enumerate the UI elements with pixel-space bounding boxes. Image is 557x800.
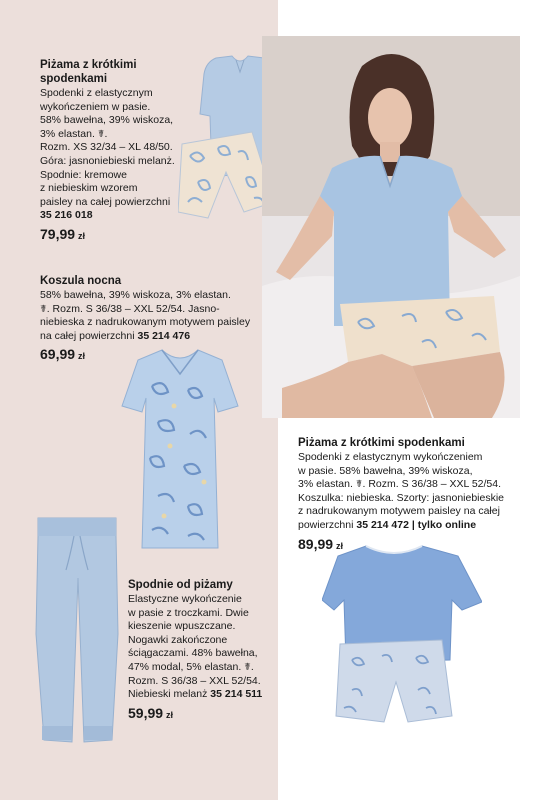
product-title: Spodnie od piżamy xyxy=(128,579,233,591)
article-number: 35 214 472 xyxy=(356,518,409,531)
product-desc-line: 3% elastan. ☤. Rozm. S 36/38 – XXL 52/54. xyxy=(298,478,502,491)
product-desc-line: z nadrukowanym motywem paisley na całej xyxy=(298,505,500,518)
product-desc-line: z niebieskim wzorem xyxy=(40,182,138,195)
product-desc-line: 3% elastan. ☤. xyxy=(40,127,108,140)
product-price: 69,99 zł xyxy=(40,346,86,363)
product-title: Koszula nocna xyxy=(40,275,122,287)
product-desc-line: powierzchni 35 214 472 | tylko online xyxy=(298,518,477,531)
product-desc-line: Spodenki z elastycznym wykończeniem xyxy=(298,451,483,463)
article-number: 35 216 018 xyxy=(40,209,93,222)
product-title: Piżama z krótkimi spodenkami xyxy=(40,59,137,85)
model-shorts xyxy=(340,296,500,366)
product-desc-line: niebieska z nadrukowanym motywem paisley xyxy=(40,316,251,329)
online-only-note: | tylko online xyxy=(411,518,477,531)
product-desc-line: Góra: jasnoniebieski melanż. xyxy=(40,154,175,167)
washing-symbol-icon: ☤ xyxy=(355,479,363,491)
washing-symbol-icon: ☤ xyxy=(97,128,105,140)
product-desc-line: kieszenie wpuszczane. xyxy=(128,620,236,633)
product-image-pajama-set-2 xyxy=(322,540,482,726)
product-desc-line: Niebieski melanż 35 214 511 xyxy=(128,688,263,701)
product-desc-line: Spodenki z elastycznym xyxy=(40,87,153,99)
product-desc-line: Spodnie: kremowe xyxy=(40,168,127,181)
product-desc-line: Elastyczne wykończenie xyxy=(128,593,242,605)
product-pajama-short-1 xyxy=(40,58,240,244)
product-desc-line: 47% modal, 5% elastan. ☤. xyxy=(128,660,254,673)
model-photo xyxy=(262,36,520,418)
product-desc-line: Nogawki zakończone xyxy=(128,633,228,646)
product-desc-line: Koszulka: niebieska. Szorty: jasnoniebieskie xyxy=(298,491,505,504)
product-title: Piżama z krótkimi spodenkami xyxy=(298,437,465,449)
product-desc-line: ściągaczami. 48% bawełna, xyxy=(128,647,258,660)
product-desc-line: Rozm. XS 32/34 – XL 48/50. xyxy=(40,141,173,154)
product-price: 59,99 zł xyxy=(128,704,174,721)
article-number: 35 214 476 xyxy=(137,329,191,342)
product-desc-line: w pasie z troczkami. Dwie xyxy=(128,606,249,619)
product-pajama-pants xyxy=(128,578,278,722)
washing-symbol-icon: ☤ xyxy=(244,661,251,673)
product-price: 79,99 zł xyxy=(40,225,86,242)
model-face xyxy=(368,88,412,148)
product-desc-line: 58% bawełna, 39% wiskoza, 3% elastan. xyxy=(40,289,231,301)
product-desc-line: w pasie. 58% bawełna, 39% wiskoza, xyxy=(298,464,473,477)
article-number: 35 214 511 xyxy=(210,688,263,701)
product-desc-line: na całej powierzchni 35 214 476 xyxy=(40,329,191,342)
product-desc-line: paisley na całej powierzchni xyxy=(40,195,171,208)
product-desc-line: ☤. Rozm. S 36/38 – XXL 52/54. Jasno- xyxy=(40,302,220,315)
product-desc-line: 58% bawełna, 39% wiskoza, xyxy=(40,114,174,127)
washing-symbol-icon: ☤ xyxy=(40,303,47,315)
product-desc-line: Rozm. S 36/38 – XXL 52/54. xyxy=(128,674,261,687)
product-price: 89,99 zł xyxy=(298,535,344,552)
product-pajama-short-2 xyxy=(298,436,548,553)
product-image-nightgown xyxy=(118,346,242,552)
product-desc-line: wykończeniem w pasie. xyxy=(40,100,151,113)
product-image-pajama-pants xyxy=(34,514,120,748)
